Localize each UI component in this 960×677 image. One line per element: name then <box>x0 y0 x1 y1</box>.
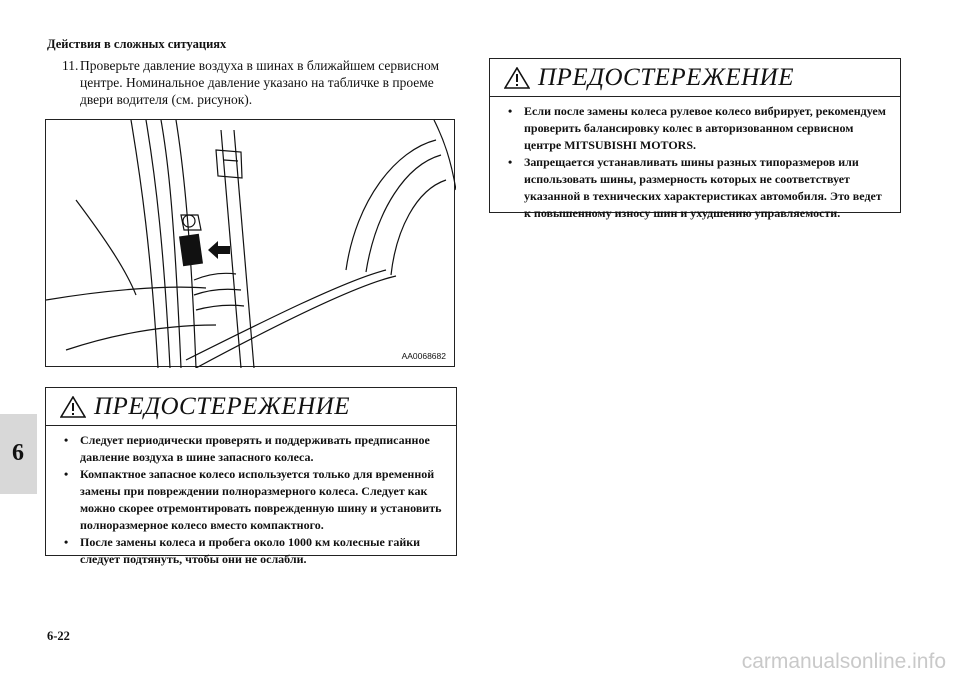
figure <box>45 119 455 367</box>
warning-item: • Следует периодически проверять и поддерживать предписанное давление воздуха в шине запасного колеса. <box>64 433 430 464</box>
warning-title: ПРЕДОСТЕРЕЖЕНИЕ <box>538 64 794 91</box>
car-door-opening-illustration <box>46 120 456 368</box>
warning-triangle-icon <box>60 396 86 418</box>
warning-item: • Запрещается устанавливать шины разных типоразмеров или использовать шины, размерность которых не соответствует указанной в технических характеристиках автомобиля. Это ведет к повышенному износу шин и ухудшению управляемости. <box>508 155 882 220</box>
figure-id: AA0068682 <box>401 351 446 361</box>
warning-item: • После замены колеса и пробега около 1000 км колесные гайки следует подтянуть, чтобы они не ослабли. <box>64 535 421 566</box>
warning-box-left <box>45 387 457 566</box>
warning-title: ПРЕДОСТЕРЕЖЕНИЕ <box>94 393 350 420</box>
step-text: Проверьте давление воздуха в шинах в ближайшем сервисном центре. Номинальное давление указано на табличке в проеме двери водителя (см. рисунок). <box>80 58 440 107</box>
warning-item: • Если после замены колеса рулевое колесо вибрирует, рекомендуем проверить балансировку колес в авторизованном сервисном центре MITSUBISHI MOTORS. <box>508 104 886 152</box>
watermark: carmanualsonline.info <box>741 650 946 673</box>
section-title: Действия в сложных ситуациях <box>47 37 227 51</box>
step-number: 11. <box>62 58 79 73</box>
instruction-step <box>62 57 462 108</box>
page-number: 6-22 <box>47 629 70 643</box>
warning-box-right <box>489 58 901 220</box>
warning-triangle-icon <box>504 67 530 89</box>
warning-header <box>490 59 900 97</box>
chapter-tab <box>0 414 37 494</box>
warning-header <box>46 388 456 426</box>
warning-item: • Компактное запасное колесо используется только для временной замены при повреждении полноразмерного колеса. Следует как можно скорее отремонтировать поврежденную шину и установить полноразмерное колесо вместо компактного. <box>64 467 442 532</box>
chapter-number: 6 <box>12 440 24 466</box>
